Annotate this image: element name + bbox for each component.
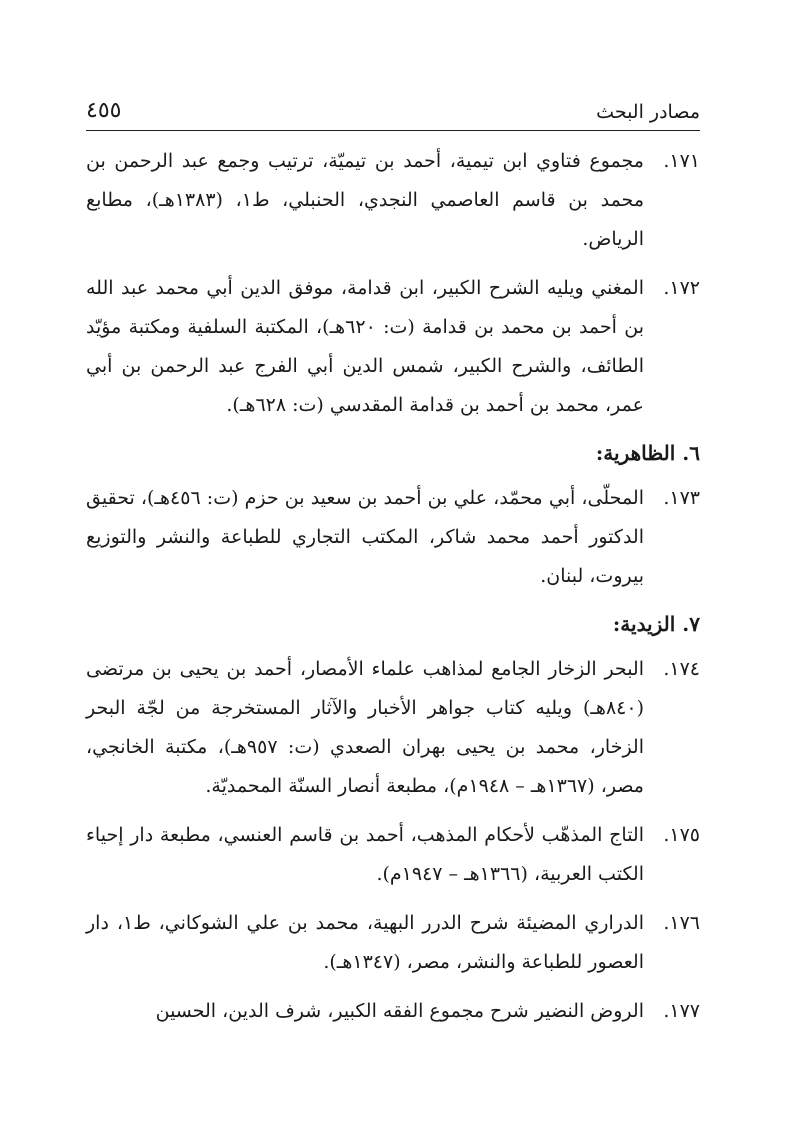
bibliography-entry (86, 904, 700, 982)
entry-text: البحر الزخار الجامع لمذاهب علماء الأمصار، أحمد بن يحيى بن مرتضى (٨٤٠هـ) ويليه كتاب جواهر الأخبار والآثار المستخرجة من لجّة البحر الزخار، محمد بن يحيى بهران الصعدي (ت: ٩٥٧هـ)، مكتبة الخانجي، مصر، (١٣٦٧هـ – ١٩٤٨م)، مطبعة أنصار السنّة المحمديّة. (86, 658, 644, 797)
section-heading: ٧. الزيدية: (612, 612, 700, 636)
entry-text: الروض النضير شرح مجموع الفقه الكبير، شرف الدين، الحسين (155, 1000, 644, 1022)
entry-text: المحلّى، أبي محمّد، علي بن أحمد بن سعيد بن حزم (ت: ٤٥٦هـ)، تحقيق الدكتور أحمد محمد شاكر، المكتب التجاري للطباعة والنشر والتوزيع بيروت، لبنان. (86, 487, 644, 587)
page-number: ٤٥٥ (86, 98, 122, 123)
entry-text: مجموع فتاوي ابن تيمية، أحمد بن تيميّة، ترتيب وجمع عبد الرحمن بن محمد بن قاسم العاصمي النجدي، الحنبلي، ط١، (١٣٨٣هـ)، مطابع الرياض. (86, 150, 644, 250)
running-header-title: مصادر البحث (596, 101, 700, 123)
bibliography-entry (86, 650, 700, 806)
bibliography-entry (86, 479, 700, 596)
running-header (86, 92, 700, 132)
entry-text: الدراري المضيئة شرح الدرر البهية، محمد بن علي الشوكاني، ط١، دار العصور للطباعة والنشر، مصر، (١٣٤٧هـ). (86, 912, 644, 973)
entry-number: ١٧٦. (663, 912, 700, 934)
entry-number: ١٧٥. (663, 824, 700, 846)
bibliography-entry (86, 816, 700, 894)
header-divider (86, 130, 700, 131)
entry-number: ١٧٧. (663, 1000, 700, 1022)
entry-number: ١٧٢. (663, 277, 700, 299)
bibliography-body (86, 142, 700, 1041)
bibliography-entry (86, 992, 700, 1031)
entry-text: المغني ويليه الشرح الكبير، ابن قدامة، موفق الدين أبي محمد عبد الله بن أحمد بن محمد بن قدامة (ت: ٦٢٠هـ)، المكتبة السلفية ومكتبة مؤيّد الطائف، والشرح الكبير، شمس الدين أبي الفرج عبد الرحمن بن أبي عمر، محمد بن أحمد بن قدامة المقدسي (ت: ٦٢٨هـ). (86, 277, 644, 416)
entry-number: ١٧١. (663, 150, 700, 172)
bibliography-entry (86, 142, 700, 259)
entry-number: ١٧٤. (663, 658, 700, 680)
entry-number: ١٧٣. (663, 487, 700, 509)
bibliography-entry (86, 269, 700, 425)
section-heading: ٦. الظاهرية: (595, 441, 700, 465)
entry-text: التاج المذهّب لأحكام المذهب، أحمد بن قاسم العنسي، مطبعة دار إحياء الكتب العربية، (١٣٦٦هـ – ١٩٤٧م). (86, 824, 644, 885)
